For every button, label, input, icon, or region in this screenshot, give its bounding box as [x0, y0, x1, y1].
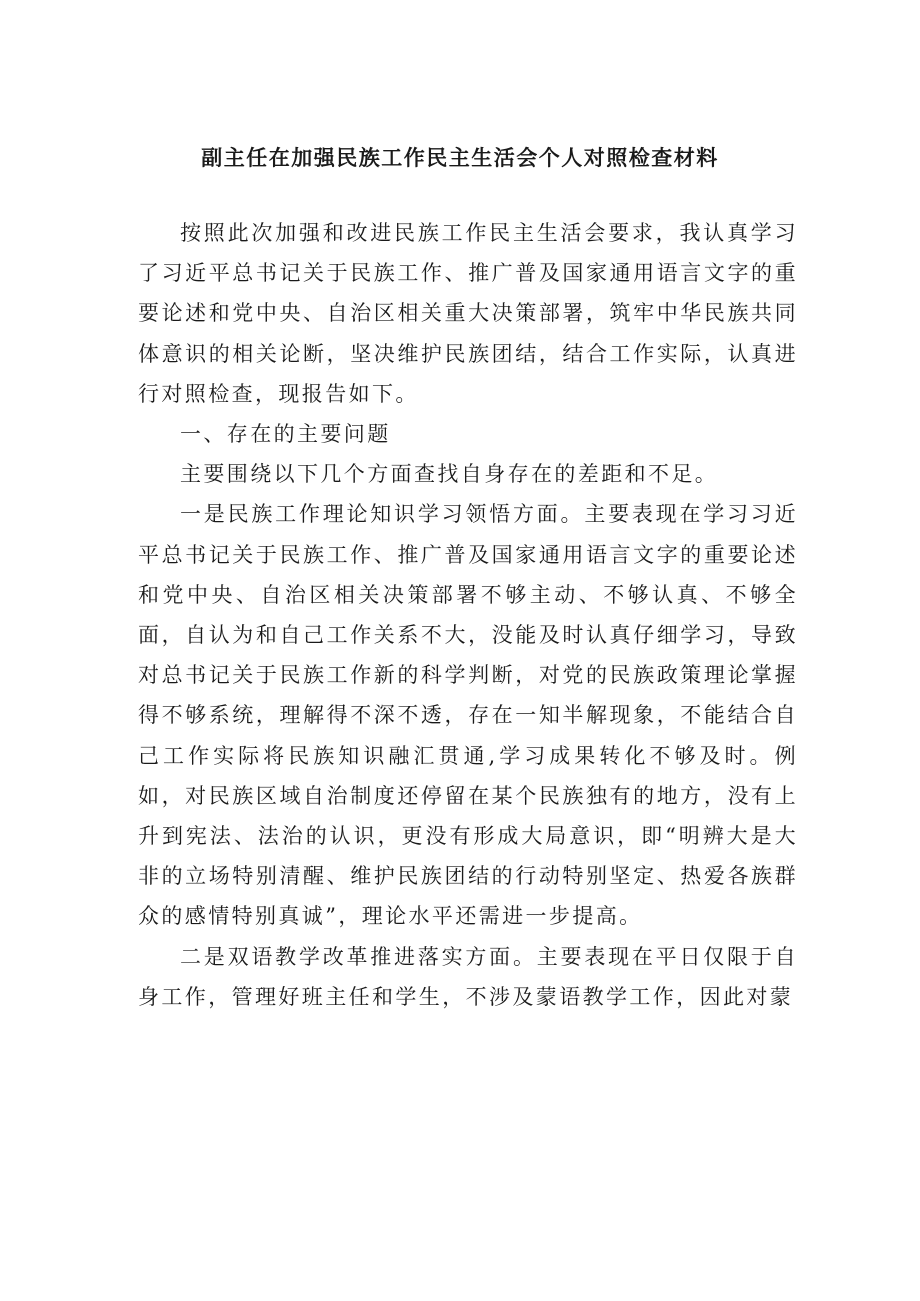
paragraph-intro: 按照此次加强和改进民族工作民主生活会要求，我认真学习了习近平总书记关于民族工作、推广普及国家通用语言文字的重要论述和党中央、自治区相关重大决策部署，筑牢中华民族共同体意识的相关论断，坚决维护民族团结，结合工作实际，认真进行对照检查，现报告如下。: [138, 221, 798, 406]
document-title: 副主任在加强民族工作民主生活会个人对照检查材料: [201, 145, 719, 170]
paragraph-overview: 主要围绕以下几个方面查找自身存在的差距和不足。: [180, 462, 719, 487]
section-heading: 一、存在的主要问题: [180, 422, 391, 447]
document-body: [138, 213, 798, 1017]
paragraph-point-one: 一是民族工作理论知识学习领悟方面。主要表现在学习习近平总书记关于民族工作、推广普及国家通用语言文字的重要论述和党中央、自治区相关决策部署不够主动、不够认真、不够全面，自认为和自己工作关系不大，没能及时认真仔细学习，导致对总书记关于民族工作新的科学判断，对党的民族政策理论掌握得不够系统，理解得不深不透，存在一知半解现象，不能结合自己工作实际将民族知识融汇贯通,学习成果转化不够及时。例如，对民族区域自治制度还停留在某个民族独有的地方，没有上升到宪法、法治的认识，更没有形成大局意识，即“明辨大是大非的立场特别清醒、维护民族团结的行动特别坚定、热爱各族群众的感情特别真诚”，理论水平还需进一步提高。: [138, 502, 798, 929]
paragraph-point-two: 二是双语教学改革推进落实方面。主要表现在平日仅限于自身工作，管理好班主任和学生，不涉及蒙语教学工作，因此对蒙: [138, 944, 798, 1009]
